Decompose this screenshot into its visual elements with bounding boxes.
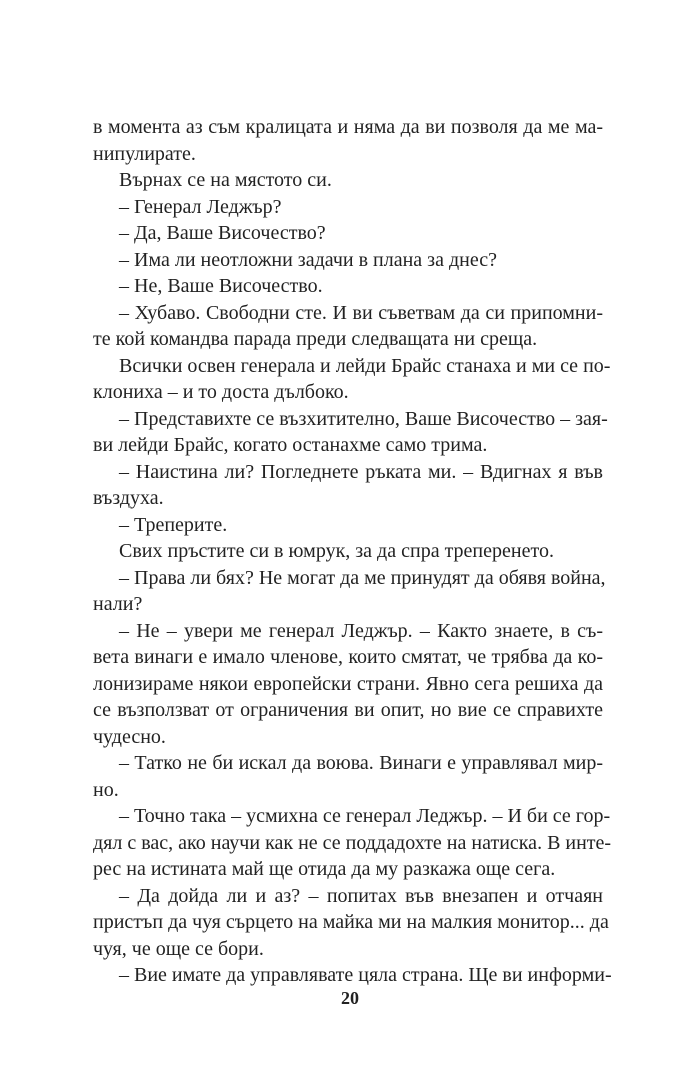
text-line: – Има ли неотложни задачи в плана за днес? [119,248,497,271]
page-number: 20 [341,988,359,1008]
text-line: Всички освен генерала и лейди Брайс станаха и ми се по- [119,354,611,377]
text-line: – Треперите. [119,513,228,536]
text-line: чудесно. [93,725,166,748]
text-line: въздуха. [93,487,164,509]
text-line: рес на истината май ще отида да му разкажа още сега. [93,858,556,880]
text-line: ви лейди Брайс, когато останахме само трима. [93,434,488,456]
text-line: в момента аз съм кралицата и няма да ви позволя да ме ма- [93,116,603,138]
text-line: – Да дойда ли и аз? – попитах във внезапен и отчаян [119,884,603,907]
text-line: се възползват от ограничения ви опит, но вие се справихте [93,699,603,721]
text-line: нипулирате. [93,142,196,165]
text-line: – Представихте се възхитително, Ваше Височество – зая- [119,407,608,430]
text-line: – Генерал Леджър? [119,195,282,218]
text-line: нали? [93,593,143,615]
text-line: – Да, Ваше Височество? [119,222,326,244]
text-line: – Татко не би искал да воюва. Винаги е управлявал мир- [119,752,603,774]
text-line: – Хубаво. Свободни сте. И ви съветвам да си припомни- [119,301,603,324]
text-line: те кой командва парада преди следващата ни среща. [93,328,538,350]
text-line: – Точно така – усмихна се генерал Леджър. – И би се гор- [119,805,611,827]
text-line: клониха – и то доста дълбоко. [93,381,349,403]
text-line: вета винаги е имало членове, които смятат, че трябва да ко- [93,646,603,668]
text-line: – Права ли бях? Не могат да ме принудят да обявя война, [119,566,606,589]
text-line: но. [93,778,119,801]
text-line: – Вие имате да управлявате цяла страна. Ще ви информи- [119,964,612,986]
text-line: дял с вас, ако научи как не се поддадохте на натиска. В инте- [93,831,612,854]
text-line: пристъп да чуя сърцето на майка ми на малкия монитор... да [93,911,609,933]
text-line: Свих пръстите си в юмрук, за да спра треперенето. [119,540,554,562]
text-line: Върнах се на мястото си. [119,169,332,191]
text-line: – Наистина ли? Погледнете ръката ми. – Вдигнах я във [119,460,603,483]
text-line: лонизираме някои европейски страни. Явно сега решиха да [93,672,603,695]
page-text [93,114,612,989]
text-line: чуя, че още се бори. [93,937,264,960]
text-line: – Не – увери ме генерал Леджър. – Както знаете, в съ- [119,619,603,642]
text-line: – Не, Ваше Височество. [119,275,323,297]
